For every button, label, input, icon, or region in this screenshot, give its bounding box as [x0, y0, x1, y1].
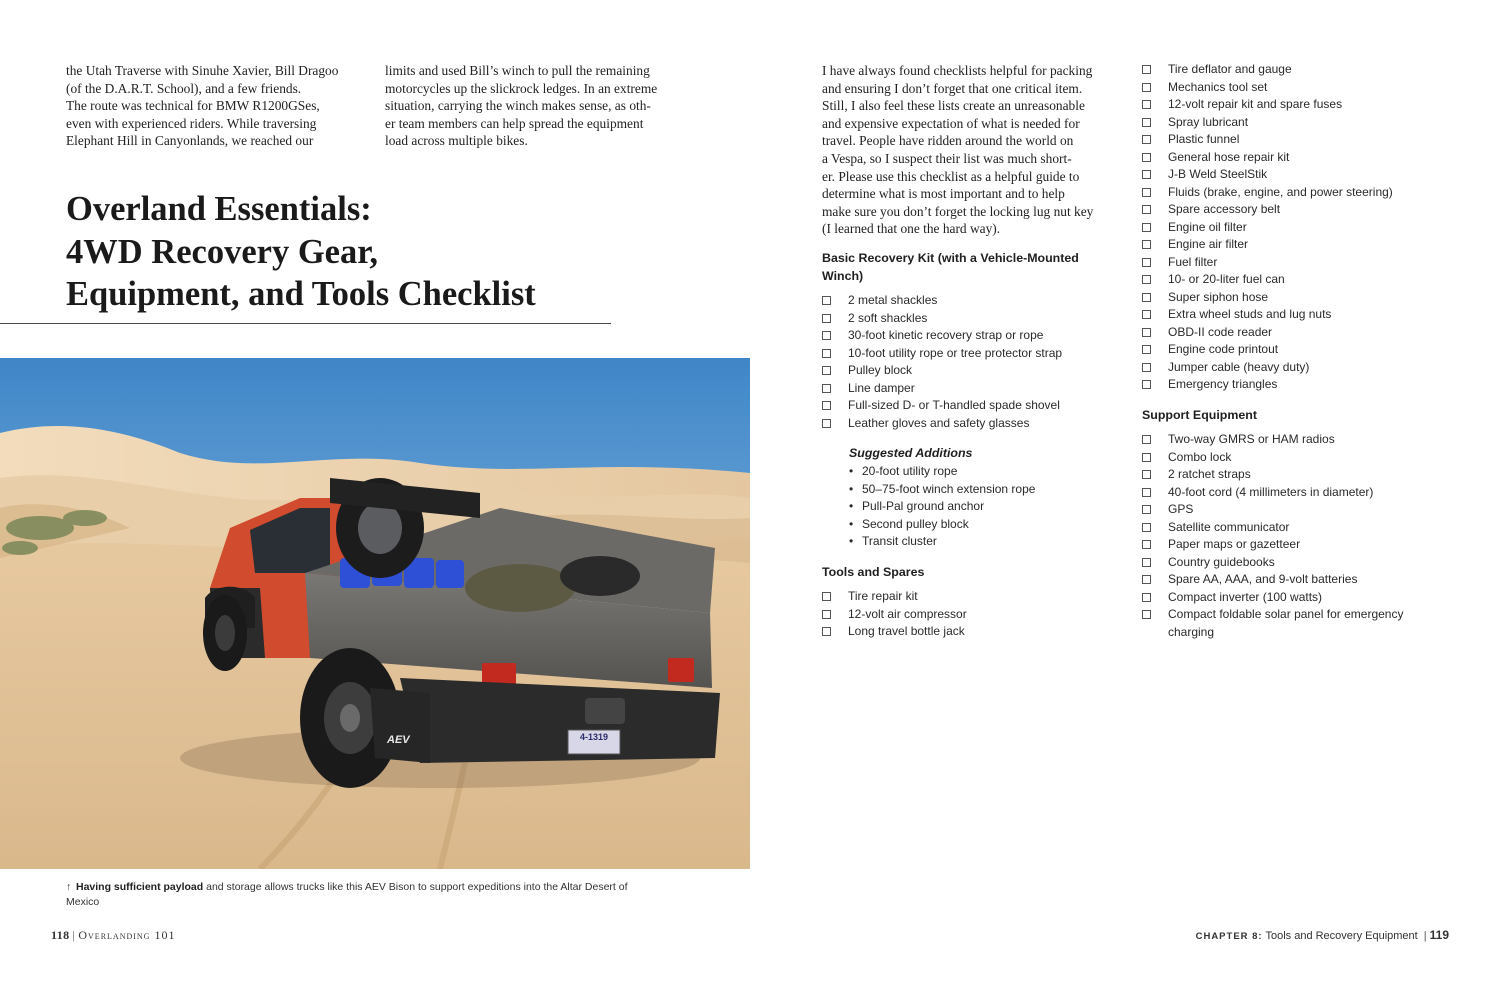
checkbox-icon[interactable]: [1142, 610, 1151, 619]
checklist-item[interactable]: [1142, 166, 1393, 184]
checklist-label: OBD-II code reader: [1168, 324, 1273, 339]
body-line: load across multiple bikes.: [385, 133, 528, 149]
checklist-item[interactable]: [1142, 184, 1393, 202]
checklist-label: Plastic funnel: [1168, 132, 1240, 146]
left-body-column-2: [385, 62, 657, 150]
checkbox-icon[interactable]: [1142, 593, 1151, 602]
checklist-item[interactable]: [1142, 114, 1393, 132]
body-line: situation, carrying the winch makes sense, as oth-: [385, 98, 651, 114]
checklist-item[interactable]: [1142, 201, 1393, 219]
checkbox-icon[interactable]: [1142, 188, 1151, 197]
caption-bold: Having sufficient payload: [76, 881, 204, 893]
support-equipment-checklist: [1142, 431, 1403, 641]
body-line: Elephant Hill in Canyonlands, we reached our: [66, 133, 314, 149]
checklist-label: Line damper: [848, 380, 915, 395]
checkbox-icon[interactable]: [1142, 328, 1151, 337]
checklist-item[interactable]: [1142, 536, 1403, 554]
checkbox-icon[interactable]: [1142, 153, 1151, 162]
title-line: 4WD Recovery Gear,: [66, 232, 378, 271]
checklist-label: Tire repair kit: [848, 589, 918, 603]
checkbox-icon[interactable]: [1142, 575, 1151, 584]
checklist-label: Long travel bottle jack: [848, 624, 965, 638]
checklist-label: Super siphon hose: [1168, 289, 1269, 304]
checkbox-icon[interactable]: [822, 349, 831, 358]
checkbox-icon[interactable]: [1142, 65, 1151, 74]
checkbox-icon[interactable]: [1142, 523, 1151, 532]
checklist-label: Spare accessory belt: [1168, 202, 1281, 216]
checklist-item[interactable]: [1142, 449, 1403, 467]
checkbox-icon[interactable]: [1142, 505, 1151, 514]
checklist-item[interactable]: [822, 380, 1062, 398]
basic-kit-heading: [822, 250, 1079, 285]
checklist-label: 12-volt repair kit and spare fuses: [1168, 97, 1343, 111]
body-line: motorcycles up the slickrock ledges. In an extreme: [385, 80, 658, 96]
body-line: the Utah Traverse with Sinuhe Xavier, Bill Dragoo: [66, 63, 339, 78]
checklist-label: Fuel filter: [1168, 254, 1218, 269]
checkbox-icon[interactable]: [822, 296, 831, 305]
folio-divider: |: [72, 928, 76, 942]
checklist-item[interactable]: [1142, 554, 1403, 572]
checkbox-icon[interactable]: [1142, 205, 1151, 214]
checklist-label: 2 soft shackles: [848, 310, 928, 325]
body-line: limits and used Bill’s winch to pull the remaining: [385, 63, 650, 78]
checklist-label: Paper maps or gazetteer: [1168, 537, 1301, 551]
left-folio: [51, 928, 175, 943]
checkbox-icon[interactable]: [1142, 100, 1151, 109]
suggested-additions-list: [849, 463, 1035, 551]
heading-line: Support Equipment: [1142, 408, 1257, 422]
checklist-label: Extra wheel studs and lug nuts: [1168, 307, 1332, 321]
checkbox-icon[interactable]: [1142, 135, 1151, 144]
body-line: and expensive expectation of what is needed for: [822, 115, 1080, 131]
checklist-item[interactable]: [1142, 484, 1403, 502]
checkbox-icon[interactable]: [822, 314, 831, 323]
checklist-label: 30-foot kinetic recovery strap or rope: [848, 328, 1044, 342]
license-plate: 4-1319: [579, 732, 609, 742]
checkbox-icon[interactable]: [822, 331, 831, 340]
basic-kit-checklist: [822, 292, 1062, 432]
checklist-label: Leather gloves and safety glasses: [848, 415, 1030, 430]
bullet-item: • Transit cluster: [849, 533, 1035, 551]
body-line: a Vespa, so I suspect their list was much short-: [822, 150, 1072, 166]
left-body-column-1: [66, 62, 338, 150]
bullet-item: • Second pulley block: [849, 516, 1035, 534]
checklist-item[interactable]: [822, 415, 1062, 433]
checklist-label: Engine air filter: [1168, 237, 1249, 251]
checklist-label: 10-foot utility rope or tree protector strap: [848, 345, 1063, 360]
checkbox-icon[interactable]: [1142, 470, 1151, 479]
checklist-item[interactable]: [1142, 96, 1393, 114]
checklist-item[interactable]: [1142, 61, 1393, 79]
checkbox-icon[interactable]: [1142, 380, 1151, 389]
checklist-label: Spray lubricant: [1168, 114, 1249, 129]
checklist-label: Country guidebooks: [1168, 554, 1275, 569]
checkbox-icon[interactable]: [822, 366, 831, 375]
checkbox-icon[interactable]: [1142, 310, 1151, 319]
heading-line: Winch): [822, 268, 864, 283]
checklist-item[interactable]: [822, 623, 967, 641]
checklist-item[interactable]: [822, 345, 1062, 363]
chapter-label: CHAPTER 8:: [1195, 931, 1263, 942]
checklist-label: Combo lock: [1168, 449, 1232, 464]
checkbox-icon[interactable]: [1142, 558, 1151, 567]
arrow-up-icon: ↑: [66, 881, 72, 893]
checkbox-icon[interactable]: [1142, 488, 1151, 497]
checklist-item[interactable]: [1142, 589, 1403, 607]
checklist-item[interactable]: [822, 327, 1062, 345]
title-line: Equipment, and Tools Checklist: [66, 275, 536, 313]
checklist-label: Satellite communicator: [1168, 519, 1290, 534]
checklist-item[interactable]: [1142, 236, 1393, 254]
body-line: determine what is most important and to help: [822, 186, 1065, 202]
heading-line: Tools and Spares: [822, 565, 925, 579]
page-title: [66, 188, 626, 316]
checklist-label: 2 metal shackles: [848, 293, 938, 307]
checklist-label: Jumper cable (heavy duty): [1168, 359, 1310, 374]
body-line: Still, I also feel these lists create an unreasonable: [822, 98, 1085, 114]
body-line: I have always found checklists helpful for packing: [822, 63, 1093, 78]
checklist-label: Emergency triangles: [1168, 377, 1278, 391]
checklist-item[interactable]: [822, 292, 1062, 310]
body-line: The route was technical for BMW R1200GSes,: [66, 98, 320, 114]
checklist-label: Two-way GMRS or HAM radios: [1168, 432, 1335, 446]
checklist-label: General hose repair kit: [1168, 149, 1290, 164]
checklist-item[interactable]: [1142, 341, 1393, 359]
body-line: (I learned that one the hard way).: [822, 221, 1001, 237]
page-number: 119: [1429, 928, 1449, 942]
checkbox-icon[interactable]: [822, 592, 831, 601]
checkbox-icon[interactable]: [1142, 275, 1151, 284]
checklist-label: Mechanics tool set: [1168, 79, 1268, 94]
truck-desert-photo: [0, 358, 750, 869]
checkbox-icon[interactable]: [1142, 258, 1151, 267]
caption-text: and storage allows trucks like this AEV Bison to support expeditions into the Altar Desert of: [203, 881, 628, 893]
right-intro: [822, 62, 1093, 238]
checklist-item[interactable]: [1142, 306, 1393, 324]
tools-continued-checklist: [1142, 61, 1393, 394]
checklist-item[interactable]: [1142, 219, 1393, 237]
checklist-item[interactable]: [1142, 431, 1403, 449]
body-line: even with experienced riders. While traversing: [66, 115, 317, 131]
body-line: er team members can help spread the equipment: [385, 115, 644, 131]
checkbox-icon[interactable]: [1142, 540, 1151, 549]
checkbox-icon[interactable]: [822, 419, 831, 428]
bullet-item: • 20-foot utility rope: [849, 463, 1035, 481]
checkbox-icon[interactable]: [1142, 345, 1151, 354]
checkbox-icon[interactable]: [1142, 293, 1151, 302]
tools-spares-heading: [822, 564, 924, 582]
tools-spares-checklist: [822, 588, 967, 641]
body-line: (of the D.A.R.T. School), and a few friends.: [66, 80, 302, 96]
checklist-item[interactable]: [1142, 131, 1393, 149]
checkbox-icon[interactable]: [1142, 435, 1151, 444]
checklist-item[interactable]: [1142, 571, 1403, 589]
checkbox-icon[interactable]: [822, 401, 831, 410]
checklist-label: Compact foldable solar panel for emergency: [1168, 607, 1404, 621]
running-head: Overlanding 101: [78, 928, 176, 942]
checklist-item[interactable]: [1142, 606, 1403, 641]
right-folio: [1196, 928, 1449, 942]
checklist-item[interactable]: [1142, 519, 1403, 537]
checkbox-icon[interactable]: [1142, 363, 1151, 372]
checklist-item[interactable]: [1142, 501, 1403, 519]
support-equipment-heading: [1142, 407, 1257, 425]
checkbox-icon[interactable]: [1142, 170, 1151, 179]
body-line: make sure you don’t forget the locking lug nut key: [822, 203, 1094, 219]
suggested-additions-heading: Suggested Additions: [849, 446, 973, 460]
checklist-label: 10- or 20-liter fuel can: [1168, 272, 1285, 286]
checklist-item[interactable]: [1142, 324, 1393, 342]
checklist-item[interactable]: [822, 588, 967, 606]
checklist-item[interactable]: [822, 362, 1062, 380]
checklist-item[interactable]: [1142, 149, 1393, 167]
checklist-item[interactable]: [1142, 254, 1393, 272]
checkbox-icon[interactable]: [1142, 118, 1151, 127]
checklist-label-continued: charging: [1168, 624, 1215, 639]
title-divider: [0, 323, 611, 324]
checklist-label: 2 ratchet straps: [1168, 467, 1251, 481]
body-line: travel. People have ridden around the world on: [822, 133, 1074, 149]
bullet-item: • Pull-Pal ground anchor: [849, 498, 1035, 516]
folio-divider: |: [1420, 930, 1427, 942]
checklist-item[interactable]: [1142, 289, 1393, 307]
bullet-item: • 50–75-foot winch extension rope: [849, 481, 1035, 499]
photo-caption: [66, 880, 666, 910]
checkbox-icon[interactable]: [1142, 83, 1151, 92]
checklist-item[interactable]: [1142, 359, 1393, 377]
checklist-label: Fluids (brake, engine, and power steering): [1168, 184, 1393, 199]
checkbox-icon[interactable]: [822, 610, 831, 619]
checklist-item[interactable]: [1142, 271, 1393, 289]
body-line: er. Please use this checklist as a helpful guide to: [822, 168, 1080, 184]
checkbox-icon[interactable]: [1142, 453, 1151, 462]
checklist-label: J-B Weld SteelStik: [1168, 167, 1268, 181]
caption-line-1: [66, 880, 666, 895]
checklist-label: 40-foot cord (4 millimeters in diameter): [1168, 484, 1374, 499]
checklist-item[interactable]: [1142, 376, 1393, 394]
checklist-label: GPS: [1168, 502, 1194, 516]
checkbox-icon[interactable]: [1142, 240, 1151, 249]
body-line: and ensuring I don’t forget that one critical item.: [822, 80, 1083, 96]
chapter-title: Tools and Recovery Equipment: [1265, 930, 1418, 942]
checklist-label: Engine oil filter: [1168, 219, 1247, 234]
checkbox-icon[interactable]: [822, 384, 831, 393]
checklist-item[interactable]: [822, 310, 1062, 328]
mudflap-logo: AEV: [387, 734, 410, 746]
checklist-item[interactable]: [822, 397, 1062, 415]
checklist-label: Compact inverter (100 watts): [1168, 589, 1323, 604]
checkbox-icon[interactable]: [822, 627, 831, 636]
checklist-label: Full-sized D- or T-handled spade shovel: [848, 398, 1060, 412]
checklist-item[interactable]: [1142, 466, 1403, 484]
checkbox-icon[interactable]: [1142, 223, 1151, 232]
checklist-label: Engine code printout: [1168, 342, 1279, 356]
checklist-item[interactable]: [1142, 79, 1393, 97]
checklist-label: Tire deflator and gauge: [1168, 62, 1292, 76]
checklist-item[interactable]: [822, 606, 967, 624]
checklist-label: Spare AA, AAA, and 9-volt batteries: [1168, 572, 1358, 586]
checklist-label: Pulley block: [848, 363, 913, 377]
caption-line-2: Mexico: [66, 896, 100, 908]
page-number: 118: [51, 928, 70, 942]
checklist-label: 12-volt air compressor: [848, 606, 967, 621]
heading-line: Basic Recovery Kit (with a Vehicle-Mounted: [822, 251, 1079, 265]
title-line: Overland Essentials:: [66, 190, 372, 228]
